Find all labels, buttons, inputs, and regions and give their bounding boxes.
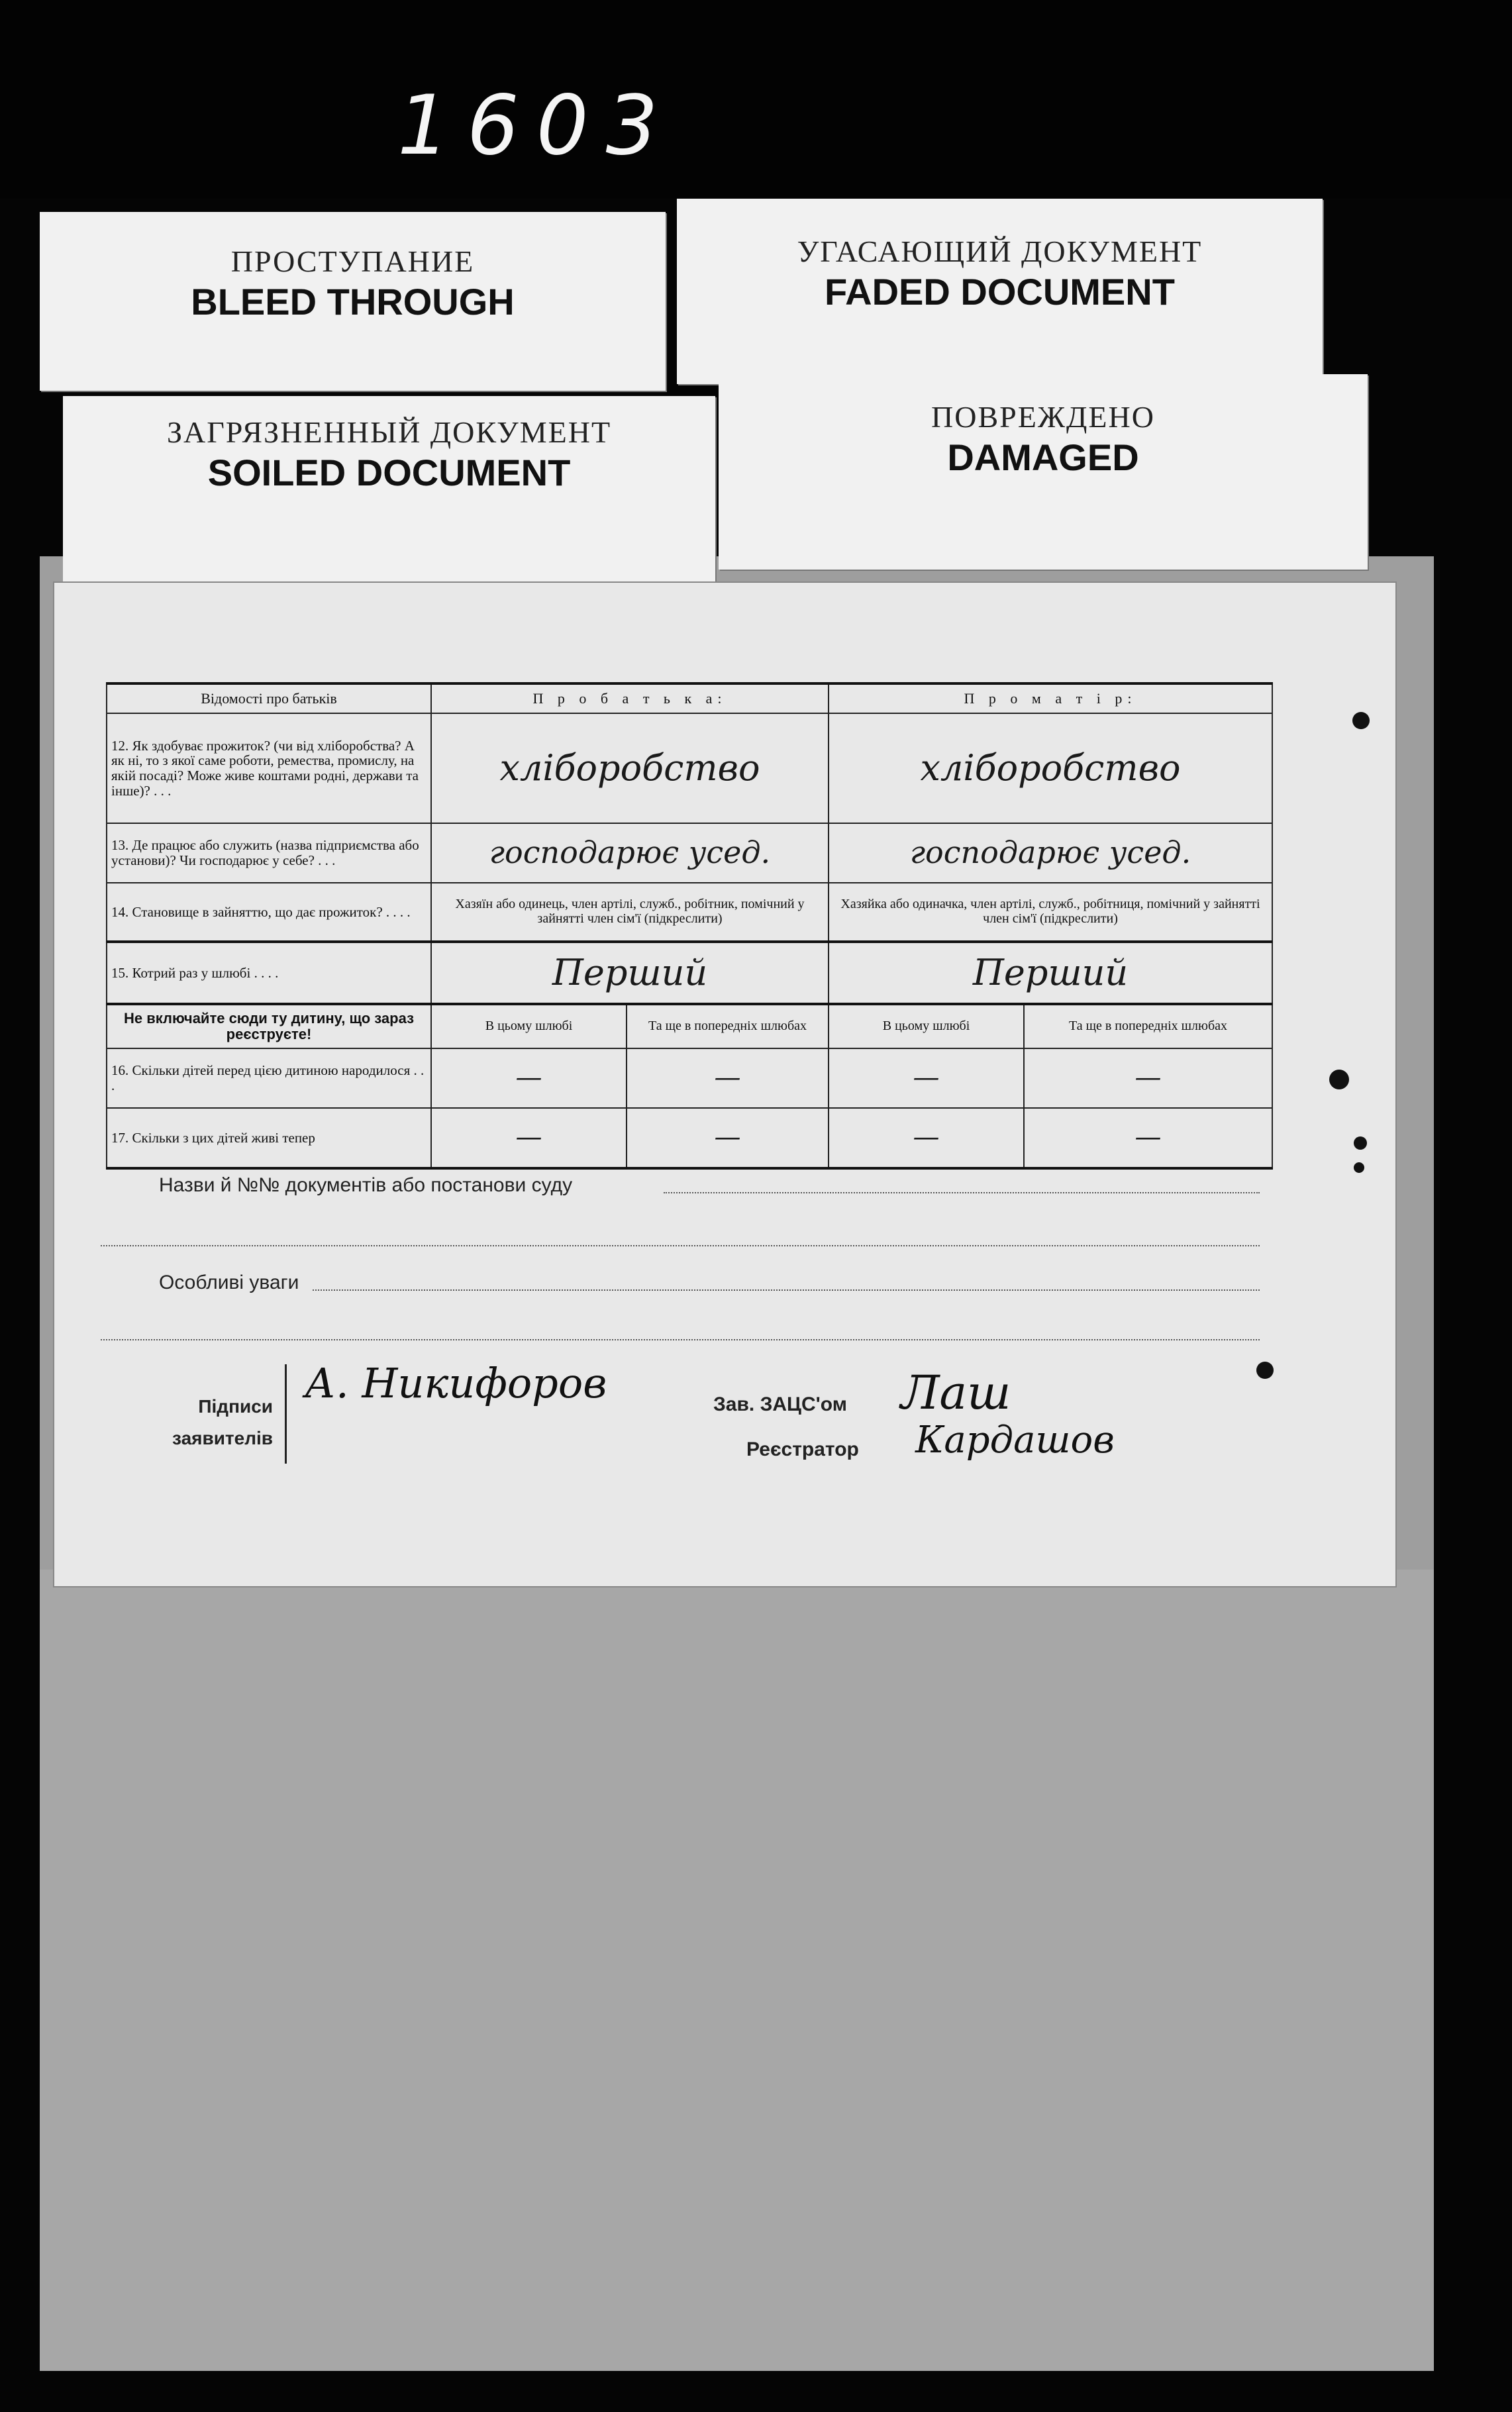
punch-hole	[1352, 712, 1370, 729]
q13-mother-value: господарює усед.	[829, 823, 1272, 883]
father-this-marriage-header: В цьому шлюбі	[431, 1004, 627, 1048]
card-ru-label: УГАСАЮЩИЙ ДОКУМЕНТ	[797, 234, 1203, 268]
q14-label: 14. Становище в зайняттю, що дає прожиток? . . . .	[107, 883, 431, 942]
q15-father-value: Перший	[431, 942, 829, 1004]
q13-label: 13. Де працює або служить (назва підприємства або установи)? Чи господарює у себе? . . .	[107, 823, 431, 883]
head-label: Зав. ЗАЦС'ом	[713, 1393, 847, 1415]
card-soiled-document	[63, 396, 715, 581]
notes-line	[313, 1289, 1260, 1291]
table-row	[107, 713, 1272, 823]
q17-label: 17. Скільки з цих дітей живі тепер	[107, 1108, 431, 1168]
q17-value-2: —	[627, 1108, 829, 1168]
notes-line-2	[101, 1339, 1260, 1340]
mother-prev-marriages-header: Та ще в попередніх шлюбах	[1024, 1004, 1272, 1048]
card-ru-label: ЗАГРЯЗНЕННЫЙ ДОКУМЕНТ	[166, 415, 612, 449]
table-row	[107, 883, 1272, 942]
registrar-signature: Кардашов	[915, 1419, 1115, 1462]
punch-hole	[1256, 1362, 1274, 1379]
registration-form	[53, 581, 1397, 1587]
card-en-label: FADED DOCUMENT	[825, 270, 1175, 313]
mother-this-marriage-header: В цьому шлюбі	[829, 1004, 1024, 1048]
documents-line	[664, 1192, 1260, 1193]
card-en-label: SOILED DOCUMENT	[207, 451, 571, 493]
children-note: Не включайте сюди ту дитину, що зараз реєструєте!	[107, 1004, 431, 1048]
archive-number: 1603	[397, 78, 676, 174]
head-signature: Лаш	[901, 1366, 1011, 1420]
card-damaged	[719, 374, 1368, 570]
documents-line-2	[101, 1245, 1260, 1246]
header-father: П р о б а т ь к а:	[431, 683, 829, 713]
documents-label: Назви й №№ документів або постанови суду	[159, 1174, 573, 1196]
q16-label: 16. Скільки дітей перед цією дитиною народилося . . .	[107, 1048, 431, 1108]
parents-info-table	[106, 682, 1273, 1170]
applicant-signature: А. Никифоров	[305, 1359, 607, 1407]
q16-value-4: —	[1024, 1048, 1272, 1108]
punch-hole	[1329, 1070, 1349, 1089]
punch-hole	[1354, 1162, 1364, 1173]
q17-value-1: —	[431, 1108, 627, 1168]
children-header-row	[107, 1004, 1272, 1048]
card-en-label: DAMAGED	[947, 436, 1139, 478]
q12-label: 12. Як здобуває прожиток? (чи від хліборобства? А як ні, то з якої саме роботи, ремества, промислу, на якій посаді? Може живе коштами родні, держави та інше)? . . .	[107, 713, 431, 823]
header-mother: П р о м а т і р:	[829, 683, 1272, 713]
header-parents-info: Відомості про батьків	[107, 683, 431, 713]
card-bleed-through	[40, 212, 666, 391]
card-faded-document	[677, 199, 1323, 384]
table-header-row	[107, 683, 1272, 713]
table-row	[107, 1108, 1272, 1168]
q16-value-1: —	[431, 1048, 627, 1108]
q16-value-3: —	[829, 1048, 1024, 1108]
card-en-label: BLEED THROUGH	[191, 280, 515, 323]
q17-value-3: —	[829, 1108, 1024, 1168]
q15-label: 15. Котрий раз у шлюбі . . . .	[107, 942, 431, 1004]
q12-mother-value: хліборобство	[829, 713, 1272, 823]
table-row	[107, 823, 1272, 883]
registrar-label: Реєстратор	[746, 1438, 859, 1460]
punch-hole	[1354, 1136, 1367, 1150]
q13-father-value: господарює усед.	[431, 823, 829, 883]
table-row	[107, 1048, 1272, 1108]
lower-backing-paper	[40, 1570, 1434, 2371]
q15-mother-value: Перший	[829, 942, 1272, 1004]
top-margin	[0, 0, 1512, 199]
signature-brace	[285, 1364, 291, 1464]
notes-label: Особливі уваги	[159, 1272, 299, 1293]
q14-mother-options: Хазяйка або одиначка, член артілі, служб., робітниця, помічний у зайнятті член сім'ї (підкреслити)	[829, 883, 1272, 942]
card-ru-label: ПРОСТУПАНИЕ	[230, 244, 475, 278]
q16-value-2: —	[627, 1048, 829, 1108]
father-prev-marriages-header: Та ще в попередніх шлюбах	[627, 1004, 829, 1048]
signatures-label: Підписи заявителів	[172, 1396, 273, 1448]
q17-value-4: —	[1024, 1108, 1272, 1168]
q12-father-value: хліборобство	[431, 713, 829, 823]
table-row	[107, 942, 1272, 1004]
q14-father-options: Хазяїн або одинець, член артілі, служб., робітник, помічний у зайнятті член сім'ї (підкреслити)	[431, 883, 829, 942]
card-ru-label: ПОВРЕЖДЕНО	[931, 400, 1155, 434]
